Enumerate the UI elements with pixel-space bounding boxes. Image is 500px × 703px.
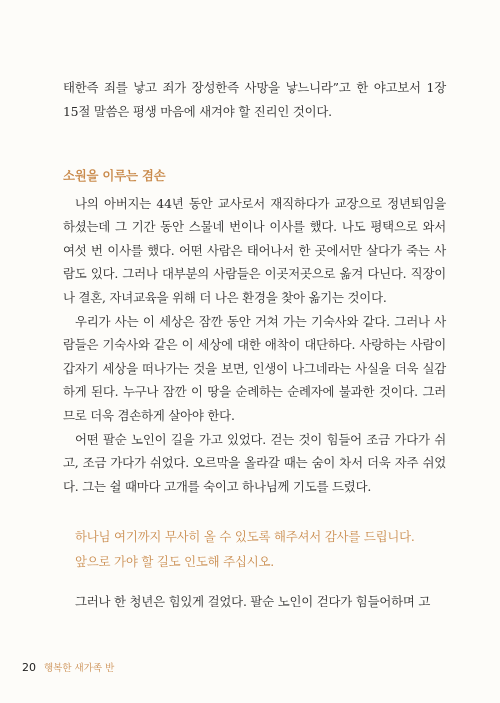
paragraph: 우리가 사는 이 세상은 잠깐 동안 거쳐 가는 기숙사와 같다. 그러나 사람들은 기숙사와 같은 이 세상에 대한 애착이 대단하다. 사랑하는 사람이 갑자기 세상을 떠나가는 것을 보면, 인생이 나그네라는 사실을 더욱 실감하게 된다. 누구나 잠깐 이 땅을 순례하는 순례자에 불과한 것이다. 그러므로 더욱 겸손하게 살아야 한다. [63, 313, 446, 423]
book-title: 행복한 새가족 반 [44, 663, 115, 674]
page-footer [22, 660, 114, 674]
paragraph: 그러나 한 청년은 힘있게 걸었다. 팔순 노인이 걷다가 힘들어하며 고 [75, 594, 431, 609]
page-number: 20 [22, 661, 36, 674]
top-paragraphs [63, 76, 446, 123]
last-paragraph [63, 590, 446, 614]
paragraph: 태한즉 죄를 낳고 죄가 장성한즉 사망을 낳느니라”고 한 야고보서 1장 15절 말씀은 평생 마음에 새겨야 할 진리인 것이다. [63, 80, 446, 119]
prayer-line: 하나님 여기까지 무사히 올 수 있도록 해주셔서 감사를 드립니다. [75, 529, 415, 544]
prayer-quote [75, 524, 446, 574]
paragraph: 나의 아버지는 44년 동안 교사로서 재직하다가 교장으로 정년퇴임을 하셨는데 그 기간 동안 스물네 번이나 이사를 했다. 나도 평택으로 와서 여섯 번 이사를 했다. 어떤 사람은 태어나서 한 곳에서만 살다가 죽는 사람도 있다. 그러나 대부분의 사람들은 이곳저곳으로 옮겨 다닌다. 직장이나 결혼, 자녀교육을 위해 더 나은 환경을 찾아 옮기는 것이다. [63, 195, 446, 305]
paragraph: 어떤 팔순 노인이 길을 가고 있었다. 걷는 것이 힘들어 조금 가다가 쉬고, 조금 가다가 쉬었다. 오르막을 올라갈 때는 숨이 차서 더욱 자주 쉬었다. 그는 쉴 때마다 고개를 숙이고 하나님께 기도를 드렸다. [63, 431, 446, 494]
section-heading: 소원을 이루는 겸손 [63, 168, 166, 183]
section [63, 164, 446, 498]
prayer-line: 앞으로 가야 할 길도 인도해 주십시오. [75, 554, 274, 569]
